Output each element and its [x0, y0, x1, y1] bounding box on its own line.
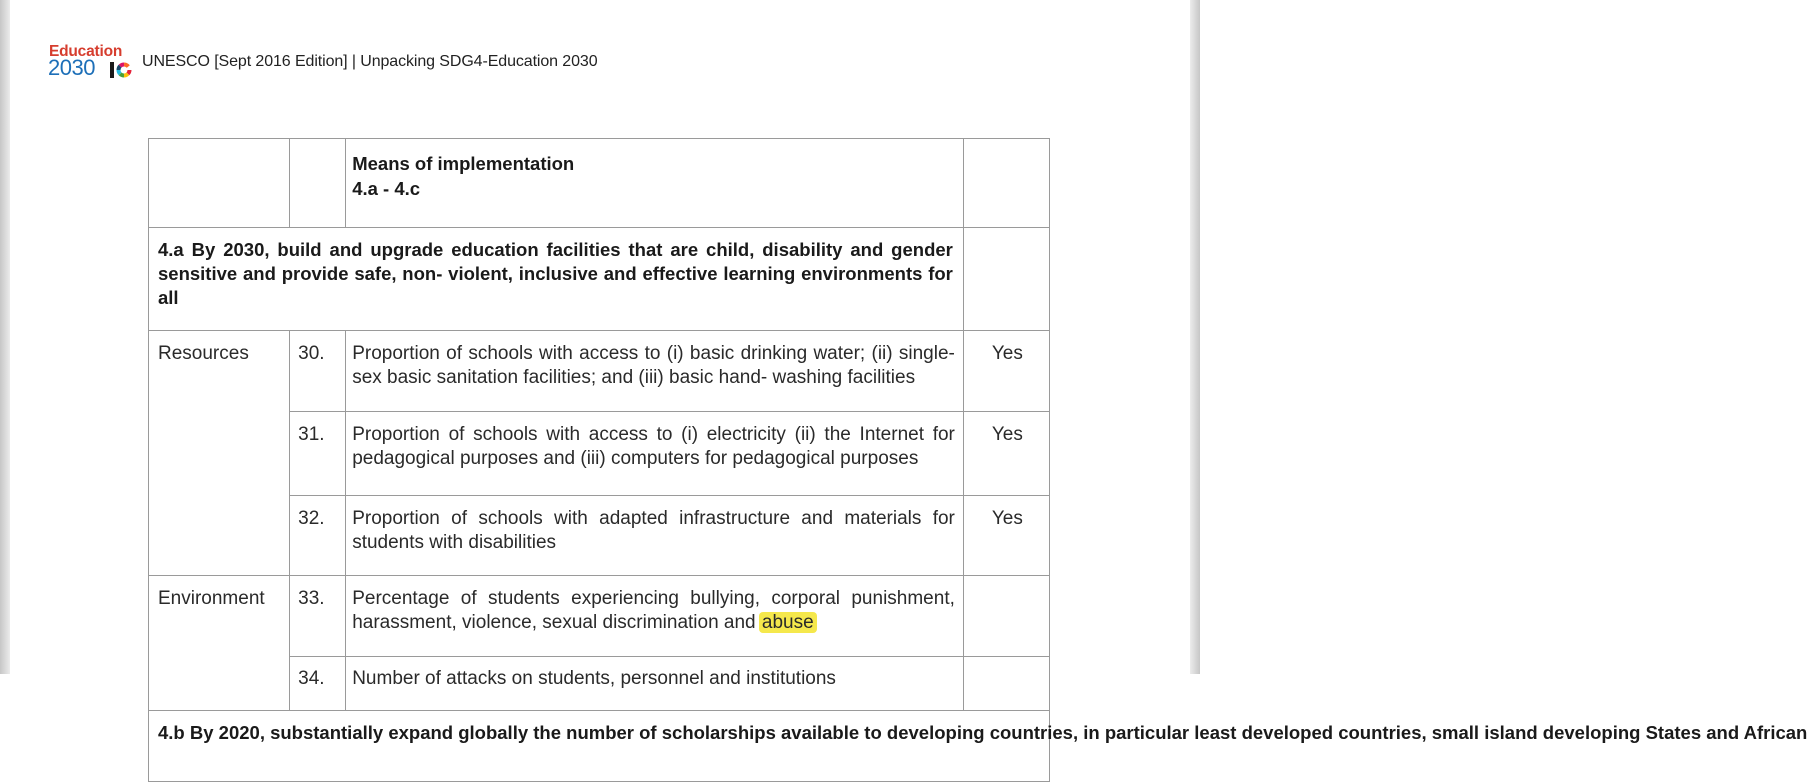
- indicator-description: Proportion of schools with access to (i) basic drinking water; (ii) single-sex basic sanitation facilities; and (iii) basic hand- washing facilities: [346, 331, 964, 412]
- category-cell: Environment: [149, 576, 290, 657]
- header-cell-number: [290, 139, 346, 228]
- indicator-description: Number of attacks on students, personnel and institutions: [346, 657, 964, 711]
- indicator-number: 30.: [290, 331, 346, 412]
- logo-year: 2030: [48, 55, 95, 80]
- indicator-number: 31.: [290, 412, 346, 496]
- global-indicator-flag: Yes: [963, 496, 1049, 576]
- indicator-text: Percentage of students experiencing bullying, corporal punishment, harassment, violence, sexual discrimination and: [352, 588, 955, 633]
- indicator-description: Proportion of schools with adapted infrastructure and materials for students with disabilities: [346, 496, 964, 576]
- global-indicator-flag: [963, 657, 1049, 711]
- global-indicator-flag: Yes: [963, 331, 1049, 412]
- page-edge-right: [1190, 0, 1200, 674]
- logo-bar: [110, 62, 114, 78]
- page-header: [46, 42, 598, 82]
- global-indicator-flag: [963, 576, 1049, 657]
- target-4a-text: 4.a By 2030, build and upgrade education facilities that are child, disability and gender sensitive and provide safe, non- violent, inclusive and effective learning environments for all: [149, 228, 964, 331]
- indicator-number: 32.: [290, 496, 346, 576]
- page-edge-left: [0, 0, 10, 674]
- targets-range-label: 4.a - 4.c: [352, 178, 421, 199]
- target-4a-empty-cell: [963, 228, 1049, 331]
- table-row: [149, 576, 1050, 657]
- global-indicator-flag: Yes: [963, 412, 1049, 496]
- header-cell-category: [149, 139, 290, 228]
- sdg-wheel-icon: [116, 62, 132, 78]
- target-4b-text: 4.b By 2020, substantially expand globally the number of scholarships available to developing countries, in particular least developed countries, small island developing States and African: [149, 711, 1050, 782]
- logo-word: Education: [49, 43, 123, 60]
- indicator-number: 34.: [290, 657, 346, 711]
- category-cell: Resources: [149, 331, 290, 576]
- header-cell-means: [346, 139, 964, 228]
- target-row-4b: [149, 711, 1050, 782]
- indicator-description: Proportion of schools with access to (i) electricity (ii) the Internet for pedagogical purposes and (iii) computers for pedagogical purposes: [346, 412, 964, 496]
- highlighted-word: abuse: [759, 612, 817, 633]
- table-row: [149, 657, 1050, 711]
- table-row: [149, 331, 1050, 412]
- education-2030-logo: [46, 42, 138, 82]
- document-title: UNESCO [Sept 2016 Edition] | Unpacking SDG4-Education 2030: [142, 53, 598, 70]
- indicator-table: [148, 138, 1807, 782]
- table-header-row: [149, 139, 1050, 228]
- category-cell: [149, 657, 290, 711]
- header-cell-global: [963, 139, 1049, 228]
- target-row-4a: [149, 228, 1050, 331]
- means-of-implementation-label: Means of implementation: [352, 153, 575, 174]
- indicator-number: 33.: [290, 576, 346, 657]
- indicator-description: [346, 576, 964, 657]
